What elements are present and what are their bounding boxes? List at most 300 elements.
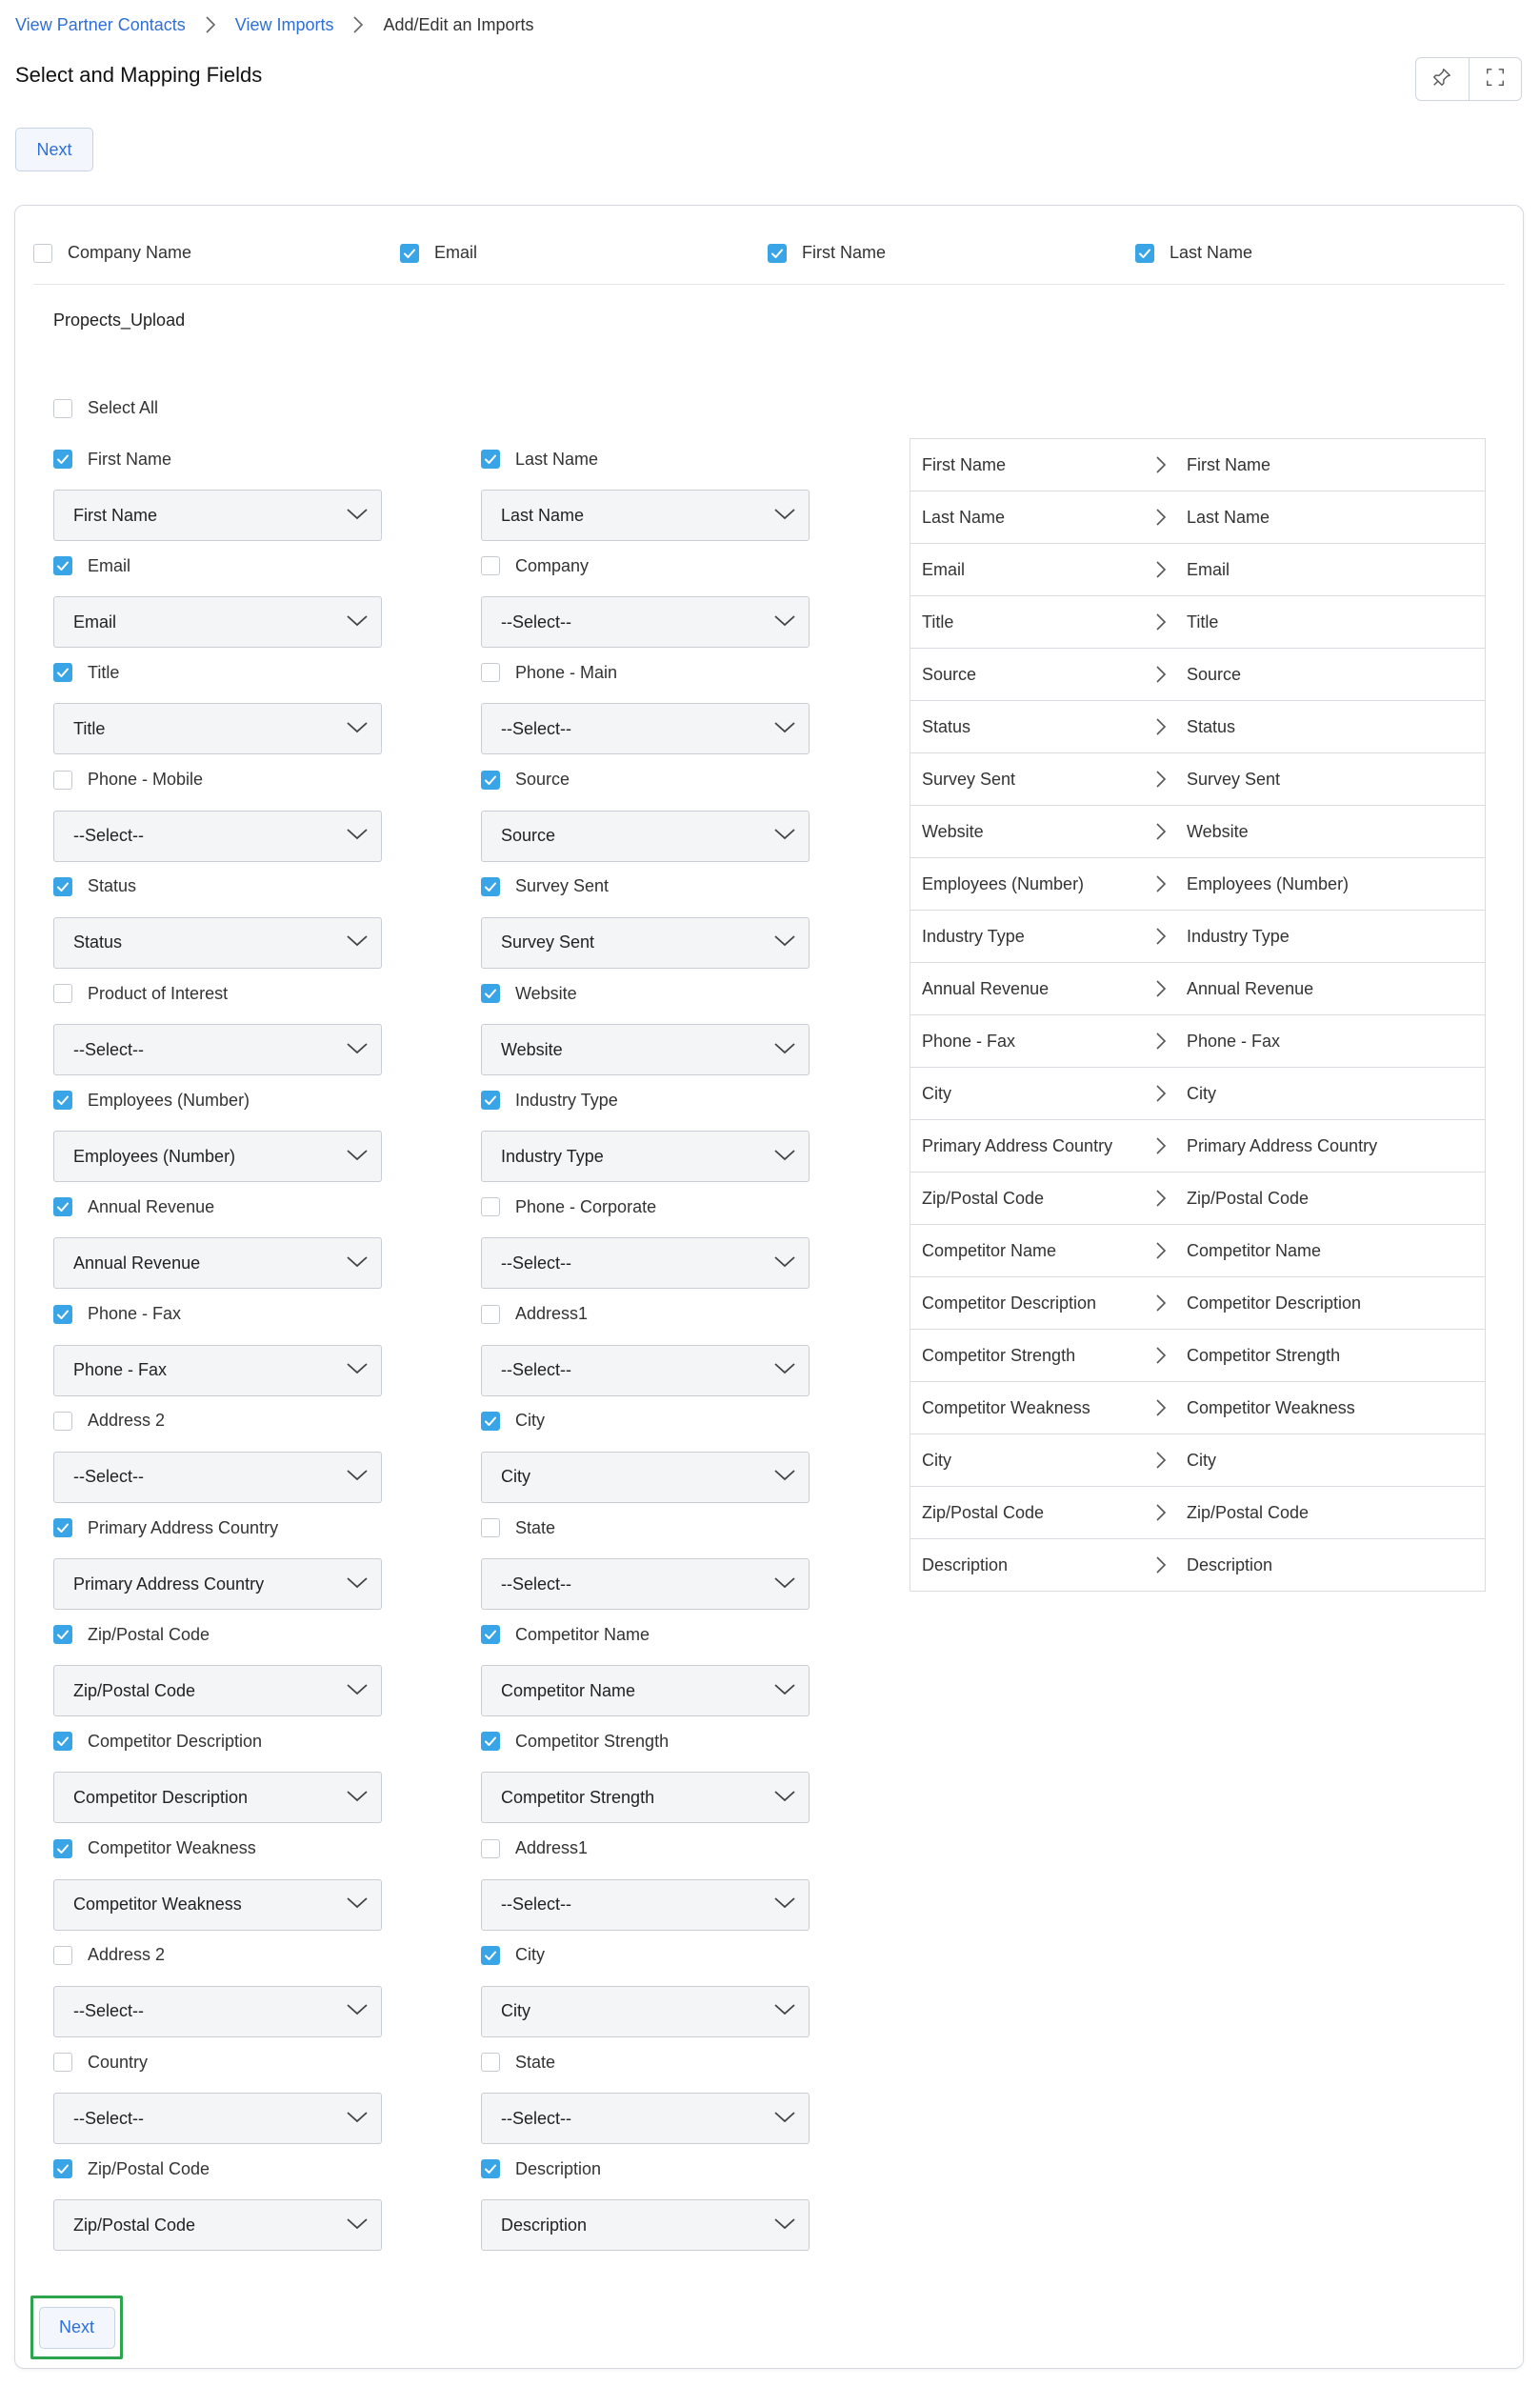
- field-label: Employees (Number): [88, 1090, 250, 1110]
- field-select[interactable]: [481, 1879, 810, 1931]
- field-label: Source: [515, 770, 570, 790]
- mapping-source: Phone - Fax: [922, 1031, 1016, 1051]
- chevron-right-icon: [1149, 873, 1173, 894]
- field-select-value: City: [501, 2001, 530, 2021]
- chevron-right-icon: [1149, 664, 1173, 685]
- field-label-row[interactable]: [481, 1837, 810, 1860]
- mapping-target: Source: [1187, 664, 1242, 684]
- field-select[interactable]: [481, 1345, 810, 1396]
- field-label-row[interactable]: [481, 1410, 810, 1433]
- field-checkbox[interactable]: [53, 450, 72, 469]
- field-select[interactable]: [53, 1237, 382, 1289]
- chevron-down-icon: [772, 1146, 797, 1168]
- field-mapping-item: [53, 1195, 382, 1289]
- mapping-target: Last Name: [1187, 507, 1270, 527]
- field-label: Website: [515, 983, 577, 1003]
- mapping-source: Competitor Description: [922, 1293, 1097, 1313]
- field-label-row[interactable]: [53, 1944, 382, 1967]
- field-checkbox[interactable]: [481, 984, 500, 1003]
- mapping-source: Website: [922, 821, 984, 841]
- field-label-row[interactable]: [53, 448, 382, 471]
- chevron-down-icon: [772, 1359, 797, 1381]
- field-select[interactable]: [481, 2093, 810, 2144]
- mapping-target: Competitor Strength: [1187, 1345, 1341, 1365]
- field-mapping-item: [53, 448, 382, 541]
- chevron-right-icon: [1149, 507, 1173, 528]
- mapping-target: Competitor Description: [1187, 1293, 1362, 1313]
- field-select[interactable]: [53, 596, 382, 648]
- chevron-right-icon: [1149, 978, 1173, 999]
- chevron-down-icon: [772, 612, 797, 633]
- mapping-target: Competitor Weakness: [1187, 1397, 1355, 1417]
- field-label: Phone - Corporate: [515, 1196, 657, 1216]
- chevron-down-icon: [345, 505, 370, 527]
- chevron-down-icon: [772, 2108, 797, 2130]
- field-label-row[interactable]: [53, 1837, 382, 1860]
- mapping-row: [910, 857, 1485, 910]
- chevron-right-icon: [1149, 1293, 1173, 1313]
- chevron-down-icon: [772, 1466, 797, 1488]
- field-label: First Name: [88, 449, 172, 469]
- field-select[interactable]: [53, 2093, 382, 2144]
- field-select-value: Email: [73, 612, 117, 632]
- field-select-value: Description: [501, 2215, 588, 2235]
- field-select[interactable]: [481, 811, 810, 862]
- field-checkbox[interactable]: [53, 556, 72, 575]
- chevron-right-icon: [1149, 1502, 1173, 1523]
- mapping-target: Annual Revenue: [1187, 978, 1314, 998]
- mapping-target: Competitor Name: [1187, 1240, 1322, 1260]
- mapping-row: [910, 700, 1485, 752]
- mapping-row: [910, 910, 1485, 962]
- breadcrumb-current: Add/Edit an Imports: [383, 14, 534, 34]
- field-select-value: Employees (Number): [73, 1146, 236, 1166]
- field-label: Phone - Mobile: [88, 770, 204, 790]
- field-mapping-item: [481, 1837, 810, 1931]
- chevron-right-icon: [1149, 1554, 1173, 1575]
- chevron-right-icon: [1149, 1031, 1173, 1052]
- field-label: State: [515, 1517, 556, 1537]
- chevron-down-icon: [772, 2215, 797, 2236]
- field-label: Competitor Weakness: [88, 1838, 256, 1858]
- field-label-row[interactable]: [53, 1410, 382, 1433]
- mapping-target: Phone - Fax: [1187, 1031, 1281, 1051]
- field-select[interactable]: [53, 1558, 382, 1610]
- field-select[interactable]: [481, 2199, 810, 2251]
- field-label-row[interactable]: [53, 875, 382, 898]
- field-select-value: --Select--: [501, 2108, 572, 2128]
- chevron-down-icon: [772, 2000, 797, 2022]
- mapping-row: [910, 1224, 1485, 1276]
- field-label: Address1: [515, 1304, 589, 1324]
- field-checkbox[interactable]: [53, 1197, 72, 1216]
- field-checkbox[interactable]: [481, 1091, 500, 1110]
- field-select-value: --Select--: [73, 1467, 145, 1487]
- field-label-row[interactable]: [53, 1303, 382, 1326]
- chevron-down-icon: [345, 1253, 370, 1274]
- field-select-value: Phone - Fax: [73, 1360, 168, 1380]
- field-mapping-item: [53, 554, 382, 648]
- field-checkbox[interactable]: [53, 1091, 72, 1110]
- field-checkbox[interactable]: [481, 1412, 500, 1431]
- mapping-row: [910, 1486, 1485, 1538]
- mapping-source: Employees (Number): [922, 873, 1085, 893]
- chevron-right-icon: [1149, 612, 1173, 632]
- field-label-row[interactable]: [53, 1195, 382, 1218]
- field-select[interactable]: [481, 490, 810, 541]
- top-field-label: Last Name: [1170, 243, 1253, 262]
- field-label-row[interactable]: [53, 982, 382, 1005]
- field-label: Annual Revenue: [88, 1196, 215, 1216]
- field-select[interactable]: [481, 1131, 810, 1182]
- field-mapping-item: [481, 554, 810, 648]
- chevron-right-icon: [197, 13, 224, 36]
- field-label-row[interactable]: [481, 1089, 810, 1112]
- breadcrumb-view-imports[interactable]: View Imports: [234, 14, 334, 34]
- chevron-down-icon: [345, 1359, 370, 1381]
- field-select-value: Source: [501, 826, 556, 846]
- field-select-value: Survey Sent: [501, 932, 595, 952]
- field-checkbox[interactable]: [53, 663, 72, 682]
- field-label-row[interactable]: [53, 661, 382, 684]
- field-label-row[interactable]: [481, 448, 810, 471]
- field-mapping-item: [481, 1089, 810, 1182]
- field-checkbox[interactable]: [481, 1839, 500, 1858]
- mapping-source: Primary Address Country: [922, 1135, 1113, 1155]
- field-mapping-item: [481, 1730, 810, 1823]
- field-mapping-item: [53, 1089, 382, 1182]
- field-select-value: --Select--: [501, 1895, 572, 1915]
- field-checkbox[interactable]: [481, 2159, 500, 2178]
- mapping-source: Last Name: [922, 507, 1006, 527]
- field-label-row[interactable]: [53, 1730, 382, 1753]
- field-label-row[interactable]: [481, 1623, 810, 1646]
- field-label: Competitor Description: [88, 1731, 263, 1751]
- field-label-row[interactable]: [481, 1195, 810, 1218]
- field-select-value: Status: [73, 932, 123, 952]
- mapping-target: First Name: [1187, 454, 1271, 474]
- field-label-row[interactable]: [53, 554, 382, 577]
- top-field[interactable]: [1135, 243, 1252, 263]
- mapping-source: Status: [922, 716, 971, 736]
- chevron-down-icon: [345, 932, 370, 953]
- next-button-bottom[interactable]: Next: [39, 2307, 115, 2349]
- field-checkbox[interactable]: [53, 1839, 72, 1858]
- field-label: Product of Interest: [88, 983, 229, 1003]
- chevron-down-icon: [345, 718, 370, 740]
- expand-button[interactable]: [1469, 58, 1522, 100]
- chevron-right-icon: [1149, 1345, 1173, 1366]
- field-label-row[interactable]: [481, 554, 810, 577]
- field-label-row[interactable]: [481, 1516, 810, 1539]
- field-label: Company: [515, 555, 590, 575]
- field-label-row[interactable]: [481, 2157, 810, 2180]
- field-select-value: Competitor Strength: [501, 1787, 655, 1807]
- mapping-source: Industry Type: [922, 926, 1025, 946]
- chevron-down-icon: [345, 2108, 370, 2130]
- field-select[interactable]: [53, 1131, 382, 1182]
- field-select[interactable]: [53, 490, 382, 541]
- mapping-source: First Name: [922, 454, 1007, 474]
- breadcrumb-view-partner-contacts[interactable]: View Partner Contacts: [15, 14, 186, 34]
- field-label-row[interactable]: [53, 2157, 382, 2180]
- top-field[interactable]: [768, 243, 886, 263]
- chevron-down-icon: [345, 1146, 370, 1168]
- mapping-row: [910, 439, 1485, 491]
- field-checkbox[interactable]: [53, 1732, 72, 1751]
- field-select-value: First Name: [73, 505, 158, 525]
- top-field-checkbox[interactable]: [33, 244, 52, 263]
- field-label-row[interactable]: [53, 769, 382, 792]
- field-label: Survey Sent: [515, 876, 610, 896]
- field-checkbox[interactable]: [481, 2053, 500, 2072]
- field-checkbox[interactable]: [481, 556, 500, 575]
- mapping-row: [910, 962, 1485, 1014]
- field-checkbox[interactable]: [481, 1305, 500, 1324]
- field-select-value: Primary Address Country: [73, 1574, 265, 1594]
- field-label-row[interactable]: [53, 1623, 382, 1646]
- field-label-row[interactable]: [481, 982, 810, 1005]
- page-title: Select and Mapping Fields: [15, 63, 263, 87]
- field-mapping-item: [481, 1516, 810, 1610]
- field-label: Industry Type: [515, 1090, 618, 1110]
- chevron-right-icon: [1149, 454, 1173, 475]
- field-select[interactable]: [53, 1345, 382, 1396]
- field-checkbox[interactable]: [53, 1518, 72, 1537]
- field-select[interactable]: [481, 1558, 810, 1610]
- select-all[interactable]: [53, 398, 158, 418]
- field-checkbox[interactable]: [481, 663, 500, 682]
- field-checkbox[interactable]: [481, 877, 500, 896]
- top-field-label: Email: [434, 243, 478, 262]
- chevron-down-icon: [772, 825, 797, 847]
- field-mapping-item: [53, 2157, 382, 2251]
- divider: [33, 284, 1505, 285]
- field-checkbox[interactable]: [53, 1412, 72, 1431]
- field-mapping-item: [53, 1730, 382, 1823]
- pin-button[interactable]: [1416, 58, 1469, 100]
- top-field-checkbox[interactable]: [1135, 244, 1154, 263]
- field-select[interactable]: [53, 1986, 382, 2037]
- field-select[interactable]: [53, 917, 382, 969]
- field-select[interactable]: [481, 1665, 810, 1716]
- field-select-value: Competitor Description: [73, 1787, 249, 1807]
- mapping-target: Title: [1187, 612, 1219, 632]
- field-select[interactable]: [481, 703, 810, 754]
- field-mapping-item: [53, 1303, 382, 1396]
- field-label: Email: [88, 555, 131, 575]
- field-select[interactable]: [53, 2199, 382, 2251]
- chevron-down-icon: [345, 2215, 370, 2236]
- field-select[interactable]: [53, 1665, 382, 1716]
- field-select[interactable]: [53, 811, 382, 862]
- chevron-down-icon: [772, 505, 797, 527]
- field-checkbox[interactable]: [481, 771, 500, 790]
- chevron-right-icon: [1149, 1240, 1173, 1261]
- chevron-right-icon: [1149, 1083, 1173, 1104]
- field-checkbox[interactable]: [481, 1197, 500, 1216]
- field-label-row[interactable]: [481, 769, 810, 792]
- field-checkbox[interactable]: [53, 771, 72, 790]
- field-mapping-item: [481, 875, 810, 969]
- mapping-table: [910, 438, 1486, 1592]
- top-field-checkbox[interactable]: [400, 244, 419, 263]
- chevron-down-icon: [772, 1680, 797, 1702]
- field-mapping-item: [481, 1410, 810, 1503]
- top-field-label: First Name: [802, 243, 887, 262]
- field-label-row[interactable]: [53, 2051, 382, 2074]
- mapping-source: Zip/Postal Code: [922, 1188, 1045, 1208]
- field-select-value: --Select--: [501, 1360, 572, 1380]
- field-label-row[interactable]: [481, 661, 810, 684]
- select-all-checkbox[interactable]: [53, 399, 72, 418]
- field-select[interactable]: [53, 1452, 382, 1503]
- field-label: Competitor Name: [515, 1624, 650, 1644]
- field-checkbox[interactable]: [481, 1625, 500, 1644]
- field-checkbox[interactable]: [53, 2159, 72, 2178]
- chevron-right-icon: [345, 13, 371, 36]
- chevron-down-icon: [345, 1680, 370, 1702]
- field-select[interactable]: [481, 1024, 810, 1075]
- field-label-row[interactable]: [481, 875, 810, 898]
- field-checkbox[interactable]: [481, 1946, 500, 1965]
- mapping-row: [910, 491, 1485, 543]
- field-mapping-item: [53, 875, 382, 969]
- field-checkbox[interactable]: [53, 1305, 72, 1324]
- field-select-value: Competitor Weakness: [73, 1895, 242, 1915]
- field-select[interactable]: [481, 1237, 810, 1289]
- field-select[interactable]: [53, 1024, 382, 1075]
- chevron-right-icon: [1149, 769, 1173, 790]
- chevron-down-icon: [345, 2000, 370, 2022]
- mapping-source: Description: [922, 1554, 1009, 1574]
- field-select-value: City: [501, 1467, 530, 1487]
- mapping-target: Zip/Postal Code: [1187, 1188, 1310, 1208]
- mapping-source: Survey Sent: [922, 769, 1016, 789]
- top-field[interactable]: [400, 243, 477, 263]
- mapping-target: Zip/Postal Code: [1187, 1502, 1310, 1522]
- field-label-row[interactable]: [481, 2051, 810, 2074]
- field-select-value: --Select--: [73, 2001, 145, 2021]
- field-select[interactable]: [481, 1452, 810, 1503]
- mapping-row: [910, 1014, 1485, 1067]
- field-select-value: --Select--: [73, 2108, 145, 2128]
- section-title: Propects_Upload: [53, 311, 186, 330]
- chevron-right-icon: [1149, 1450, 1173, 1471]
- mapping-target: Industry Type: [1187, 926, 1290, 946]
- field-select-value: Title: [73, 718, 106, 738]
- field-label: Phone - Main: [515, 662, 618, 682]
- field-mapping-item: [481, 1303, 810, 1396]
- chevron-right-icon: [1149, 716, 1173, 737]
- mapping-source: Competitor Weakness: [922, 1397, 1090, 1417]
- chevron-down-icon: [345, 1039, 370, 1061]
- next-button-highlight: [30, 2296, 123, 2359]
- field-select-value: Website: [501, 1039, 563, 1059]
- field-label: Address1: [515, 1838, 589, 1858]
- mapping-row: [910, 1067, 1485, 1119]
- mapping-source: Source: [922, 664, 977, 684]
- field-mapping-item: [53, 1623, 382, 1716]
- field-label: Last Name: [515, 449, 599, 469]
- mapping-row: [910, 595, 1485, 648]
- mapping-target: Website: [1187, 821, 1249, 841]
- top-field-checkbox[interactable]: [768, 244, 787, 263]
- mapping-source: Annual Revenue: [922, 978, 1050, 998]
- chevron-right-icon: [1149, 1135, 1173, 1156]
- mapping-row: [910, 1329, 1485, 1381]
- mapping-source: City: [922, 1083, 951, 1103]
- chevron-down-icon: [772, 1253, 797, 1274]
- field-label: Description: [515, 2158, 602, 2178]
- field-select-value: --Select--: [73, 1039, 145, 1059]
- field-select[interactable]: [53, 1879, 382, 1931]
- field-checkbox[interactable]: [481, 1732, 500, 1751]
- field-mapping-item: [53, 661, 382, 754]
- top-field[interactable]: [33, 243, 191, 263]
- field-label: Status: [88, 876, 137, 896]
- field-mapping-item: [481, 2157, 810, 2251]
- next-button-top[interactable]: Next: [15, 128, 93, 171]
- field-mapping-item: [481, 661, 810, 754]
- field-select-value: --Select--: [501, 1574, 572, 1594]
- field-mapping-item: [53, 1516, 382, 1610]
- field-label: City: [515, 1945, 545, 1965]
- top-field-label: Company Name: [68, 243, 192, 262]
- field-select[interactable]: [481, 596, 810, 648]
- field-checkbox[interactable]: [53, 2053, 72, 2072]
- mapping-target: Employees (Number): [1187, 873, 1350, 893]
- select-all-label: Select All: [88, 398, 159, 417]
- field-select-value: --Select--: [73, 826, 145, 846]
- field-label-row[interactable]: [53, 1516, 382, 1539]
- field-checkbox[interactable]: [53, 877, 72, 896]
- field-checkbox[interactable]: [53, 984, 72, 1003]
- mapping-target: Survey Sent: [1187, 769, 1281, 789]
- chevron-down-icon: [772, 1787, 797, 1809]
- view-tools: [1415, 57, 1522, 101]
- mapping-row: [910, 1381, 1485, 1434]
- field-label-row[interactable]: [481, 1730, 810, 1753]
- field-checkbox[interactable]: [53, 1946, 72, 1965]
- field-checkbox[interactable]: [53, 1625, 72, 1644]
- mapping-row: [910, 1276, 1485, 1329]
- field-label: Zip/Postal Code: [88, 1624, 210, 1644]
- field-mapping-item: [481, 982, 810, 1075]
- field-select-value: --Select--: [501, 612, 572, 632]
- pin-icon: [1431, 67, 1452, 92]
- field-label-row[interactable]: [481, 1944, 810, 1967]
- chevron-right-icon: [1149, 1188, 1173, 1209]
- field-select[interactable]: [53, 1772, 382, 1823]
- field-select[interactable]: [53, 703, 382, 754]
- chevron-down-icon: [345, 1466, 370, 1488]
- field-select-value: Annual Revenue: [73, 1253, 201, 1273]
- mapping-row: [910, 1172, 1485, 1224]
- field-label-row[interactable]: [481, 1303, 810, 1326]
- field-checkbox[interactable]: [481, 450, 500, 469]
- field-label-row[interactable]: [53, 1089, 382, 1112]
- mapping-row: [910, 1434, 1485, 1486]
- field-select[interactable]: [481, 1772, 810, 1823]
- chevron-down-icon: [772, 1574, 797, 1595]
- field-select[interactable]: [481, 917, 810, 969]
- chevron-down-icon: [345, 1787, 370, 1809]
- mapping-source: Title: [922, 612, 954, 632]
- breadcrumb: [15, 13, 534, 36]
- field-checkbox[interactable]: [481, 1518, 500, 1537]
- field-select[interactable]: [481, 1986, 810, 2037]
